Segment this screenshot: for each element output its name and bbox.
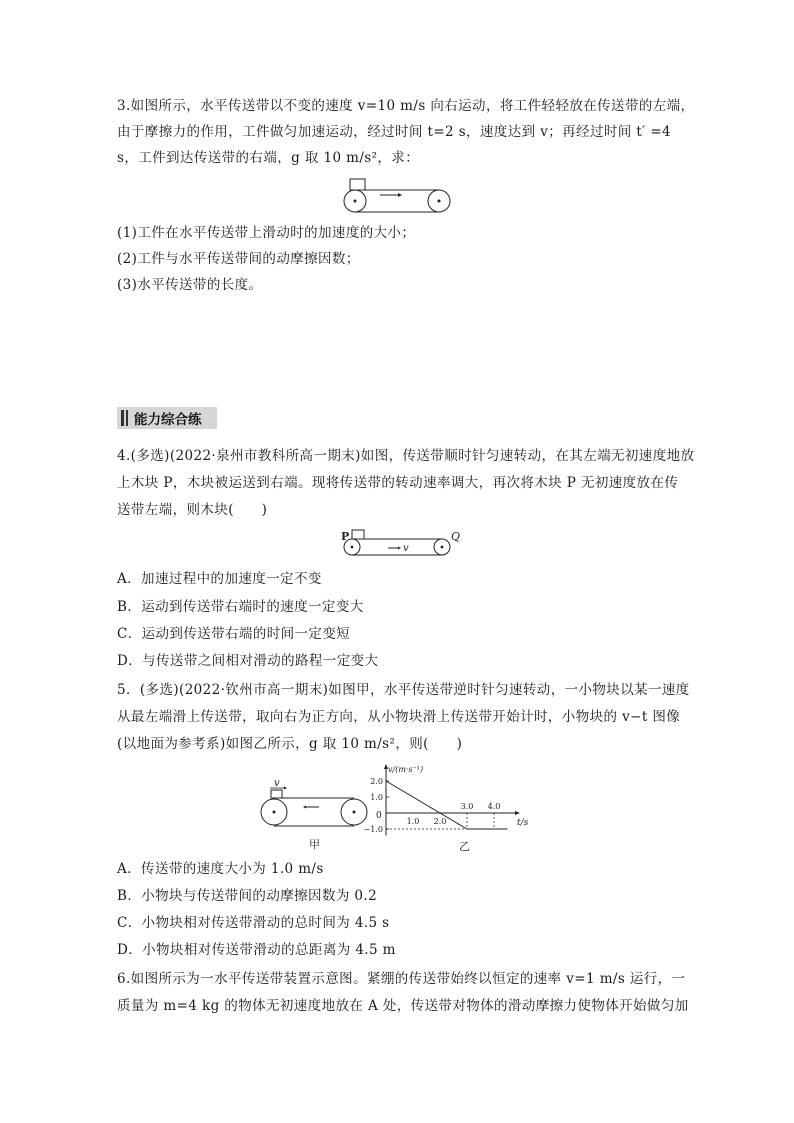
q3-sub-2: (2)工件与水平传送带间的动摩擦因数； — [117, 251, 360, 267]
q5-option-c: C．小物块相对传送带滑动的总时间为 4.5 s — [117, 915, 390, 931]
q3-line-1: 3.如图所示，水平传送带以不变的速度 v=10 m/s 向右运动，将工件轻轻放在传送带的左端， — [117, 98, 695, 114]
q4-option-d: D．与传送带之间相对滑动的路程一定变大 — [117, 653, 379, 669]
x-tick-label: 2.0 — [433, 817, 447, 826]
q3-sub-1: (1)工件在水平传送带上滑动时的加速度的大小； — [117, 225, 416, 241]
q5-option-a: A．传送带的速度大小为 1.0 m/s — [117, 861, 324, 877]
q4-line-1: 4.(多选)(2022·泉州市教科所高一期末)如图，传送带顺时针匀速转动，在其左端无初速度地放 — [117, 448, 695, 464]
q5-figure-b-vt-graph — [362, 762, 537, 854]
x-tick-label: 3.0 — [460, 802, 474, 811]
origin-label: 0 — [376, 811, 382, 821]
x-axis-arrow — [515, 811, 520, 815]
q5-line-2: 从最左端滑上传送带，取向右为正方向，从小物块滑上传送带开始计时，小物块的 v−t 图像 — [117, 709, 681, 725]
x-tick-label: 4.0 — [487, 802, 501, 811]
q5-line-3: (以地面为参考系)如图乙所示，g 取 10 m/s²，则( ) — [117, 736, 463, 752]
section-title: 能力综合练 — [134, 412, 202, 428]
label-q: Q — [451, 530, 461, 543]
q4-line-3: 送带左端，则木块( ) — [117, 502, 268, 518]
q5-line-1: 5．(多选)(2022·钦州市高一期末)如图甲，水平传送带逆时针匀速转动，一小物块以某一速度 — [117, 682, 690, 698]
label-p: P — [341, 530, 350, 543]
q6-line-2: 质量为 m=4 kg 的物体无初速度地放在 A 处，传送带对物体的滑动摩擦力使物体开始做匀加 — [117, 998, 689, 1014]
section-header — [117, 407, 217, 429]
label-v: v — [274, 778, 280, 789]
block-p — [352, 530, 364, 539]
q5-figure-a — [260, 778, 375, 850]
q5-option-b: B．小物块与传送带间的动摩擦因数为 0.2 — [117, 888, 378, 904]
q3-sub-3: (3)水平传送带的长度。 — [117, 277, 263, 293]
q4-option-c: C．运动到传送带右端的时间一定变短 — [117, 626, 351, 642]
ylabel: v/(m·s⁻¹) — [388, 765, 424, 774]
caption-a: 甲 — [309, 838, 320, 851]
y-tick-label: 1.0 — [370, 793, 383, 802]
block — [271, 790, 282, 798]
label-v: v — [403, 543, 409, 554]
y-tick-label: −1.0 — [363, 825, 383, 834]
q4-option-a: A．加速过程中的加速度一定不变 — [117, 571, 322, 587]
q5-option-d: D．小物块相对传送带滑动的总距离为 4.5 m — [117, 942, 396, 958]
q4-line-2: 上木块 P，木块被运送到右端。现将传送带的转动速率调大，再次将木块 P 无初速度放在传 — [117, 475, 679, 491]
workpiece-block — [350, 179, 365, 190]
q4-conveyor-figure — [338, 527, 461, 559]
y-tick-label: 2.0 — [370, 777, 383, 786]
q3-line-2: 由于摩擦力的作用，工件做匀加速运动，经过时间 t=2 s，速度达到 v；再经过时间 t′ =4 — [117, 124, 672, 140]
caption-b: 乙 — [459, 840, 470, 853]
q6-line-1: 6.如图所示为一水平传送带装置示意图。紧绷的传送带始终以恒定的速率 v=1 m/s 运行，一 — [117, 971, 686, 987]
x-tick-label: 1.0 — [406, 817, 420, 826]
q3-line-3: s，工件到达传送带的右端，g 取 10 m/s²，求： — [117, 150, 420, 166]
q3-conveyor-figure — [340, 176, 455, 216]
q4-option-b: B．运动到传送带右端时的速度一定变大 — [117, 599, 364, 615]
xlabel: t/s — [517, 818, 529, 828]
